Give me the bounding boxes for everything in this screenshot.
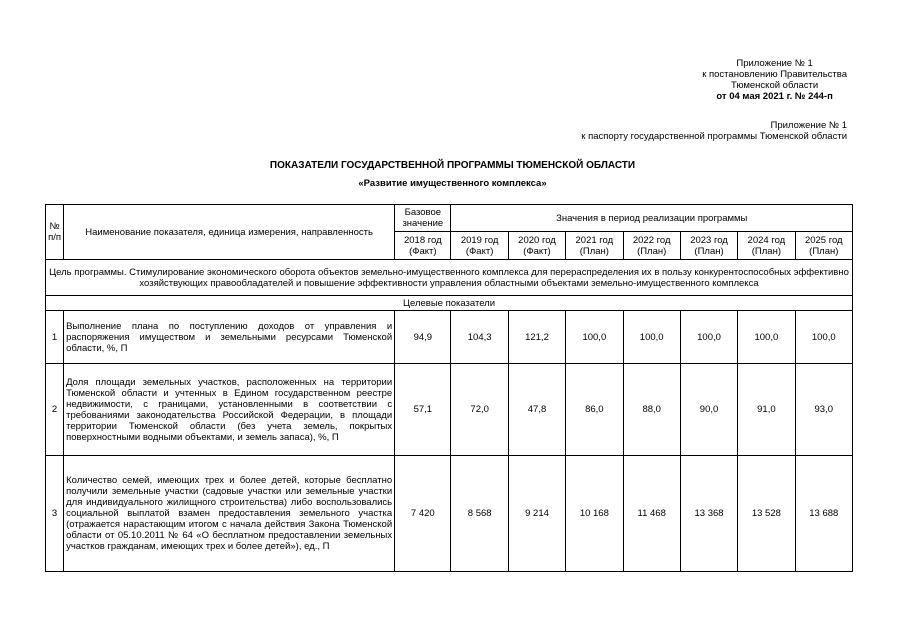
- col-header-base-year: 2018 год (Факт): [395, 232, 451, 260]
- row-indicator-name: Выполнение плана по поступлению доходов от управления и распоряжения имуществом и земельными ресурсами Тюменской области, %, П: [64, 311, 395, 364]
- row-value: 72,0: [451, 364, 508, 456]
- row-base-value: 7 420: [395, 456, 451, 572]
- col-header-name: Наименование показателя, единица измерения, направленность: [64, 205, 395, 260]
- row-value: 88,0: [623, 364, 680, 456]
- col-header-base: Базовое значение: [395, 205, 451, 232]
- col-header-year: 2023 год (План): [680, 232, 737, 260]
- document-title: ПОКАЗАТЕЛИ ГОСУДАРСТВЕННОЙ ПРОГРАММЫ ТЮМЕНСКОЙ ОБЛАСТИ: [269, 160, 636, 171]
- col-header-year: 2019 год (Факт): [451, 232, 508, 260]
- row-value: 90,0: [680, 364, 737, 456]
- row-value: 11 468: [623, 456, 680, 572]
- row-value: 100,0: [795, 311, 852, 364]
- row-value: 91,0: [738, 364, 795, 456]
- row-num: 1: [46, 311, 64, 364]
- col-header-num: № п/п: [46, 205, 64, 260]
- table-row: [46, 456, 853, 572]
- row-value: 9 214: [508, 456, 565, 572]
- row-num: 2: [46, 364, 64, 456]
- program-goal: Цель программы. Стимулирование экономического оборота объектов земельно-имущественного комплекса для перераспределения их в пользу конкурентоспособных эффективно хозяйствующих правообладателей и повышение эффективности управления областными объектами земельно-имущественного комплекса: [46, 260, 853, 296]
- row-value: 86,0: [566, 364, 623, 456]
- row-value: 104,3: [451, 311, 508, 364]
- row-value: 10 168: [566, 456, 623, 572]
- col-header-period: Значения в период реализации программы: [451, 205, 853, 232]
- row-value: 47,8: [508, 364, 565, 456]
- row-value: 93,0: [795, 364, 852, 456]
- indicators-table: [45, 204, 853, 572]
- row-value: 100,0: [566, 311, 623, 364]
- appendix-label-2: Приложение № 1: [770, 120, 847, 131]
- col-header-year: 2022 год (План): [623, 232, 680, 260]
- row-base-value: 94,9: [395, 311, 451, 364]
- row-value: 121,2: [508, 311, 565, 364]
- row-value: 13 688: [795, 456, 852, 572]
- col-header-year: 2024 год (План): [738, 232, 795, 260]
- col-header-year: 2020 год (Факт): [508, 232, 565, 260]
- row-indicator-name: Доля площади земельных участков, расположенных на территории Тюменской области и учтенных в Едином государственном реестре недвижимости, с границами, установленными в соответствии с требованиями законодательства Российской Федерации, в площади территории Тюменской области (без учета земель, покрытых поверхностными водными объектами, и земель запаса), %, П: [64, 364, 395, 456]
- row-num: 3: [46, 456, 64, 572]
- resolution-ref: к постановлению Правительства: [702, 69, 847, 80]
- row-value: 100,0: [738, 311, 795, 364]
- col-header-year: 2025 год (План): [795, 232, 852, 260]
- row-value: 8 568: [451, 456, 508, 572]
- appendix-header-passport: [581, 120, 847, 142]
- row-value: 100,0: [680, 311, 737, 364]
- row-base-value: 57,1: [395, 364, 451, 456]
- row-value: 13 368: [680, 456, 737, 572]
- table-row: [46, 311, 853, 364]
- row-indicator-name: Количество семей, имеющих трех и более детей, которые бесплатно получили земельные участки (садовые участки или земельные участки для индивидуального жилищного строительства) либо воспользовались социальной выплатой взамен предоставления земельного участка (отражается нарастающим итогом с начала действия Закона Тюменской области от 05.10.2011 № 64 «О бесплатном предоставлении земельных участков гражданам, имеющих трех и более детей»), ед., П: [64, 456, 395, 572]
- row-value: 13 528: [738, 456, 795, 572]
- appendix-label: Приложение № 1: [736, 58, 813, 69]
- row-value: 100,0: [623, 311, 680, 364]
- appendix-header-resolution: [702, 58, 847, 102]
- section-heading: Целевые показатели: [46, 296, 853, 311]
- region-name: Тюменской области: [730, 80, 819, 91]
- table-row: [46, 364, 853, 456]
- resolution-date: от 04 мая 2021 г. № 244-п: [716, 91, 833, 102]
- document-subtitle: «Развитие имущественного комплекса»: [358, 178, 547, 189]
- col-header-year: 2021 год (План): [566, 232, 623, 260]
- passport-ref: к паспорту государственной программы Тюменской области: [581, 131, 847, 142]
